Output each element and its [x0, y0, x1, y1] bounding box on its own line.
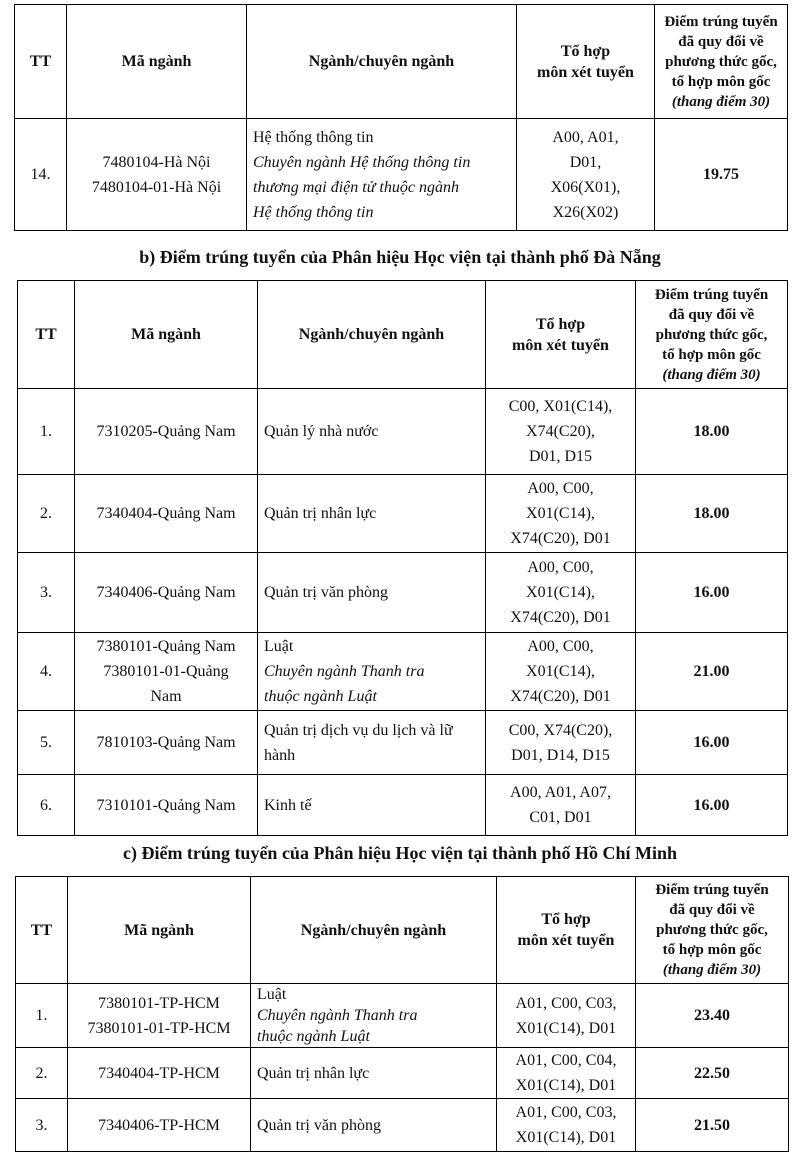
header-score: Điểm trúng tuyển đã quy đổi về phương thức gốc, tổ hợp môn gốc (thang điểm 30): [636, 877, 789, 984]
row-major: Quản trị nhân lực: [258, 475, 486, 553]
row-score: 22.50: [636, 1048, 789, 1099]
table-row: [18, 389, 788, 475]
header-combination: Tổ hợp môn xét tuyển: [486, 281, 636, 389]
header-code: Mã ngành: [67, 5, 247, 119]
row-code: 7340406-Quảng Nam: [75, 553, 258, 633]
row-combination: A00, C00, X01(C14), X74(C20), D01: [486, 633, 636, 711]
row-combination: A00, A01, A07, C01, D01: [486, 775, 636, 836]
row-score: 18.00: [636, 389, 788, 475]
row-combination: A00, C00, X01(C14), X74(C20), D01: [486, 475, 636, 553]
row-combination: A00, A01, D01, X06(X01), X26(X02): [517, 119, 655, 231]
table-row: [18, 553, 788, 633]
row-score: 18.00: [636, 475, 788, 553]
row-tt: 1.: [16, 984, 68, 1048]
table-row: [16, 1048, 789, 1099]
row-tt: 2.: [16, 1048, 68, 1099]
row-score: 16.00: [636, 553, 788, 633]
row-major: Quản trị văn phòng: [251, 1099, 497, 1152]
table-hanoi: [14, 4, 788, 231]
row-code: 7810103-Quảng Nam: [75, 711, 258, 775]
table-row: [18, 633, 788, 711]
table-header-row: [16, 877, 789, 984]
header-combination: Tổ hợp môn xét tuyển: [517, 5, 655, 119]
header-score: Điểm trúng tuyển đã quy đổi về phương thức gốc, tổ hợp môn gốc (thang điểm 30): [636, 281, 788, 389]
row-tt: 14.: [15, 119, 67, 231]
header-combination: Tổ hợp môn xét tuyển: [497, 877, 636, 984]
row-tt: 2.: [18, 475, 75, 553]
header-major: Ngành/chuyên ngành: [258, 281, 486, 389]
row-major: Luật Chuyên ngành Thanh tra thuộc ngành Luật: [258, 633, 486, 711]
row-combination: A01, C00, C03, X01(C14), D01: [497, 984, 636, 1048]
header-code: Mã ngành: [75, 281, 258, 389]
row-major: Kinh tế: [258, 775, 486, 836]
row-score: 16.00: [636, 711, 788, 775]
header-major: Ngành/chuyên ngành: [251, 877, 497, 984]
header-score: Điểm trúng tuyển đã quy đổi về phương thức gốc, tổ hợp môn gốc (thang điểm 30): [655, 5, 788, 119]
section-c-heading: c) Điểm trúng tuyển của Phân hiệu Học viện tại thành phố Hồ Chí Minh: [122, 843, 678, 863]
row-score: 21.00: [636, 633, 788, 711]
row-code: 7380101-TP-HCM 7380101-01-TP-HCM: [68, 984, 251, 1048]
header-tt: TT: [15, 5, 67, 119]
row-tt: 3.: [18, 553, 75, 633]
row-tt: 5.: [18, 711, 75, 775]
header-code: Mã ngành: [68, 877, 251, 984]
row-code: 7310205-Quảng Nam: [75, 389, 258, 475]
row-major: Quản trị nhân lực: [251, 1048, 497, 1099]
row-combination: A01, C00, C03, X01(C14), D01: [497, 1099, 636, 1152]
table-header-row: [18, 281, 788, 389]
row-combination: C00, X01(C14), X74(C20), D01, D15: [486, 389, 636, 475]
table-row: [16, 1099, 789, 1152]
row-code: 7340404-Quảng Nam: [75, 475, 258, 553]
table-danang: [17, 280, 788, 836]
header-tt: TT: [16, 877, 68, 984]
row-code: 7340406-TP-HCM: [68, 1099, 251, 1152]
row-score: 21.50: [636, 1099, 789, 1152]
row-tt: 4.: [18, 633, 75, 711]
row-code: 7340404-TP-HCM: [68, 1048, 251, 1099]
table-row: [18, 475, 788, 553]
row-score: 23.40: [636, 984, 789, 1048]
table-row: [18, 775, 788, 836]
row-code: 7310101-Quảng Nam: [75, 775, 258, 836]
table-hcm: [15, 876, 789, 1152]
row-tt: 3.: [16, 1099, 68, 1152]
section-b-heading: b) Điểm trúng tuyển của Phân hiệu Học viện tại thành phố Đà Nẵng: [139, 247, 661, 267]
row-tt: 1.: [18, 389, 75, 475]
row-major: Luật Chuyên ngành Thanh tra thuộc ngành Luật: [251, 984, 497, 1048]
row-major: Quản lý nhà nước: [258, 389, 486, 475]
row-major: Quản trị dịch vụ du lịch và lữ hành: [258, 711, 486, 775]
row-code: 7380101-Quảng Nam 7380101-01-Quảng Nam: [75, 633, 258, 711]
row-code: 7480104-Hà Nội 7480104-01-Hà Nội: [67, 119, 247, 231]
row-tt: 6.: [18, 775, 75, 836]
row-combination: A01, C00, C04, X01(C14), D01: [497, 1048, 636, 1099]
table-row: [18, 711, 788, 775]
table-row: [16, 984, 789, 1048]
row-score: 16.00: [636, 775, 788, 836]
table-header-row: [15, 5, 788, 119]
row-major: Hệ thống thông tin Chuyên ngành Hệ thống thông tin thương mại điện tử thuộc ngành Hệ thống thông tin: [247, 119, 517, 231]
row-combination: A00, C00, X01(C14), X74(C20), D01: [486, 553, 636, 633]
row-combination: C00, X74(C20), D01, D14, D15: [486, 711, 636, 775]
header-tt: TT: [18, 281, 75, 389]
row-score: 19.75: [655, 119, 788, 231]
table-row: [15, 119, 788, 231]
row-major: Quản trị văn phòng: [258, 553, 486, 633]
header-major: Ngành/chuyên ngành: [247, 5, 517, 119]
